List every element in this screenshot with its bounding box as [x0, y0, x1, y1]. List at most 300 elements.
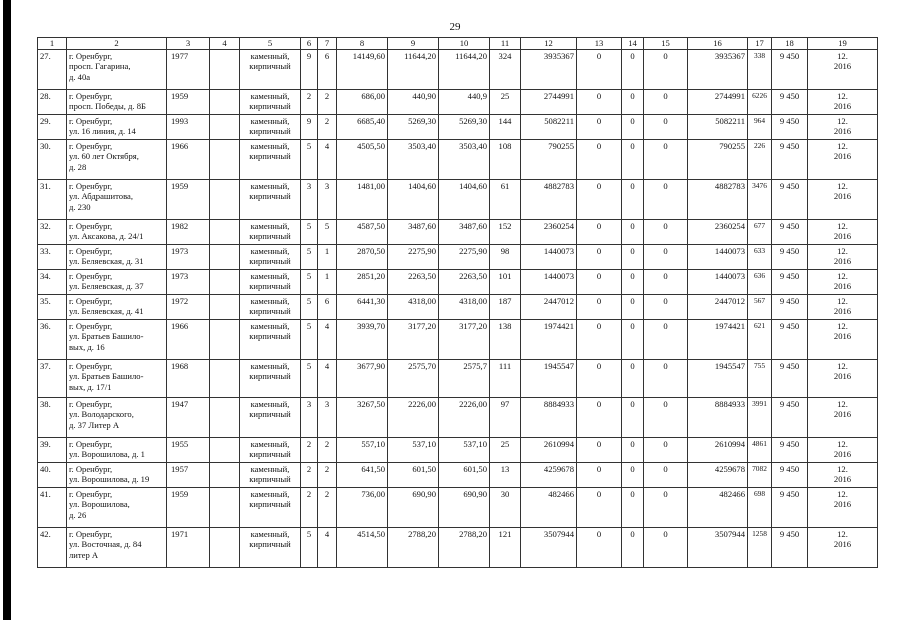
build-year-cell: 1957: [167, 462, 210, 487]
wall-material-cell: каменный, кирпичный: [240, 319, 301, 359]
floors-cell: 9: [301, 114, 318, 139]
planned-date-cell: 12. 2016: [808, 244, 878, 269]
planned-date-cell: 12. 2016: [808, 319, 878, 359]
address-cell: г. Оренбург, ул. 60 лет Октября, д. 28: [67, 139, 167, 179]
build-year-cell: 1993: [167, 114, 210, 139]
residential-area-cell: 5269,30: [388, 114, 439, 139]
living-area-cell: 2263,50: [439, 269, 490, 294]
floors-cell: 3: [301, 179, 318, 219]
col-15-cell: 0: [644, 462, 688, 487]
cost-owner-cell: 3935367: [688, 49, 748, 89]
column-header-11: 11: [490, 38, 521, 50]
col-15-cell: 0: [644, 294, 688, 319]
address-cell: г. Оренбург, ул. Ворошилова, д. 26: [67, 487, 167, 527]
cost-owner-cell: 8884933: [688, 397, 748, 437]
residential-area-cell: 690,90: [388, 487, 439, 527]
build-year-cell: 1973: [167, 244, 210, 269]
page-number: 29: [449, 21, 461, 33]
unit-cost-cell: 6226: [748, 89, 772, 114]
living-area-cell: 4318,00: [439, 294, 490, 319]
address-cell: г. Оренбург, ул. Беляевская, д. 31: [67, 244, 167, 269]
col-15-cell: 0: [644, 49, 688, 89]
binding-edge: [3, 0, 11, 620]
build-year-cell: 1973: [167, 269, 210, 294]
table-row: [38, 397, 878, 437]
residents-cell: 108: [490, 139, 521, 179]
floors-cell: 5: [301, 269, 318, 294]
planned-date-cell: 12. 2016: [808, 397, 878, 437]
total-area-cell: 557,10: [337, 437, 388, 462]
table-row: [38, 219, 878, 244]
max-cost-cell: 9 450: [772, 397, 808, 437]
planned-date-cell: 12. 2016: [808, 294, 878, 319]
total-area-cell: 3939,70: [337, 319, 388, 359]
entrances-cell: 4: [318, 139, 337, 179]
col-15-cell: 0: [644, 319, 688, 359]
cost-owner-cell: 1974421: [688, 319, 748, 359]
col-15-cell: 0: [644, 397, 688, 437]
wall-material-cell: каменный, кирпичный: [240, 294, 301, 319]
unit-cost-cell: 621: [748, 319, 772, 359]
unit-cost-cell: 755: [748, 359, 772, 397]
table-row: [38, 527, 878, 567]
table-row: [38, 319, 878, 359]
address-cell: г. Оренбург, просп. Победы, д. 8Б: [67, 89, 167, 114]
col-14-cell: 0: [622, 219, 644, 244]
max-cost-cell: 9 450: [772, 527, 808, 567]
col-15-cell: 0: [644, 487, 688, 527]
column-header-7: 7: [318, 38, 337, 50]
row-number-cell: 27.: [38, 49, 67, 89]
residents-cell: 25: [490, 437, 521, 462]
build-year-cell: 1971: [167, 527, 210, 567]
address-cell: г. Оренбург, ул. Беляевская, д. 41: [67, 294, 167, 319]
floors-cell: 9: [301, 49, 318, 89]
entrances-cell: 4: [318, 359, 337, 397]
planned-date-cell: 12. 2016: [808, 89, 878, 114]
address-cell: г. Оренбург, ул. Ворошилова, д. 19: [67, 462, 167, 487]
floors-cell: 3: [301, 397, 318, 437]
column-header-17: 17: [748, 38, 772, 50]
residents-cell: 25: [490, 89, 521, 114]
table-row: [38, 462, 878, 487]
total-area-cell: 14149,60: [337, 49, 388, 89]
column-header-3: 3: [167, 38, 210, 50]
residential-area-cell: 2788,20: [388, 527, 439, 567]
floors-cell: 5: [301, 294, 318, 319]
cost-total-cell: 1440073: [521, 269, 577, 294]
row-number-cell: 30.: [38, 139, 67, 179]
cost-owner-cell: 790255: [688, 139, 748, 179]
address-cell: г. Оренбург, ул. Абдрашитова, д. 230: [67, 179, 167, 219]
planned-date-cell: 12. 2016: [808, 139, 878, 179]
unit-cost-cell: 3991: [748, 397, 772, 437]
column-header-12: 12: [521, 38, 577, 50]
col-4-cell: [210, 397, 240, 437]
table-row: [38, 244, 878, 269]
unit-cost-cell: 226: [748, 139, 772, 179]
entrances-cell: 4: [318, 527, 337, 567]
residential-area-cell: 601,50: [388, 462, 439, 487]
col-15-cell: 0: [644, 139, 688, 179]
entrances-cell: 3: [318, 179, 337, 219]
row-number-cell: 42.: [38, 527, 67, 567]
col-13-cell: 0: [577, 319, 622, 359]
column-header-9: 9: [388, 38, 439, 50]
total-area-cell: 3677,90: [337, 359, 388, 397]
cost-total-cell: 1945547: [521, 359, 577, 397]
unit-cost-cell: 964: [748, 114, 772, 139]
column-header-4: 4: [210, 38, 240, 50]
column-header-8: 8: [337, 38, 388, 50]
wall-material-cell: каменный, кирпичный: [240, 139, 301, 179]
entrances-cell: 1: [318, 244, 337, 269]
entrances-cell: 2: [318, 437, 337, 462]
residential-area-cell: 4318,00: [388, 294, 439, 319]
residents-cell: 152: [490, 219, 521, 244]
col-4-cell: [210, 89, 240, 114]
wall-material-cell: каменный, кирпичный: [240, 269, 301, 294]
row-number-cell: 36.: [38, 319, 67, 359]
address-cell: г. Оренбург, ул. Володарского, д. 37 Литер А: [67, 397, 167, 437]
col-15-cell: 0: [644, 114, 688, 139]
max-cost-cell: 9 450: [772, 359, 808, 397]
floors-cell: 5: [301, 359, 318, 397]
unit-cost-cell: 7082: [748, 462, 772, 487]
row-number-cell: 40.: [38, 462, 67, 487]
cost-total-cell: 2360254: [521, 219, 577, 244]
unit-cost-cell: 3476: [748, 179, 772, 219]
column-header-14: 14: [622, 38, 644, 50]
address-cell: г. Оренбург, ул. 16 линия, д. 14: [67, 114, 167, 139]
unit-cost-cell: 636: [748, 269, 772, 294]
floors-cell: 2: [301, 462, 318, 487]
living-area-cell: 601,50: [439, 462, 490, 487]
total-area-cell: 4514,50: [337, 527, 388, 567]
col-4-cell: [210, 294, 240, 319]
col-13-cell: 0: [577, 397, 622, 437]
residents-cell: 138: [490, 319, 521, 359]
wall-material-cell: каменный, кирпичный: [240, 527, 301, 567]
col-15-cell: 0: [644, 219, 688, 244]
floors-cell: 5: [301, 244, 318, 269]
address-cell: г. Оренбург, просп. Гагарина, д. 40а: [67, 49, 167, 89]
row-number-cell: 41.: [38, 487, 67, 527]
col-14-cell: 0: [622, 89, 644, 114]
max-cost-cell: 9 450: [772, 179, 808, 219]
col-15-cell: 0: [644, 437, 688, 462]
col-4-cell: [210, 244, 240, 269]
address-cell: г. Оренбург, ул. Ворошилова, д. 1: [67, 437, 167, 462]
cost-total-cell: 790255: [521, 139, 577, 179]
residents-cell: 30: [490, 487, 521, 527]
living-area-cell: 537,10: [439, 437, 490, 462]
residential-area-cell: 537,10: [388, 437, 439, 462]
residents-cell: 187: [490, 294, 521, 319]
table-body: [38, 49, 878, 567]
cost-total-cell: 4259678: [521, 462, 577, 487]
col-13-cell: 0: [577, 49, 622, 89]
unit-cost-cell: 677: [748, 219, 772, 244]
max-cost-cell: 9 450: [772, 219, 808, 244]
col-15-cell: 0: [644, 359, 688, 397]
address-cell: г. Оренбург, ул. Братьев Башило- вых, д. 17/1: [67, 359, 167, 397]
column-header-10: 10: [439, 38, 490, 50]
planned-date-cell: 12. 2016: [808, 437, 878, 462]
column-header-19: 19: [808, 38, 878, 50]
col-14-cell: 0: [622, 462, 644, 487]
table-row: [38, 269, 878, 294]
max-cost-cell: 9 450: [772, 294, 808, 319]
cost-owner-cell: 2360254: [688, 219, 748, 244]
residential-area-cell: 3487,60: [388, 219, 439, 244]
cost-total-cell: 3507944: [521, 527, 577, 567]
col-15-cell: 0: [644, 89, 688, 114]
col-4-cell: [210, 219, 240, 244]
address-cell: г. Оренбург, ул. Восточная, д. 84 литер А: [67, 527, 167, 567]
residents-cell: 121: [490, 527, 521, 567]
col-14-cell: 0: [622, 437, 644, 462]
wall-material-cell: каменный, кирпичный: [240, 49, 301, 89]
planned-date-cell: 12. 2016: [808, 487, 878, 527]
cost-total-cell: 1974421: [521, 319, 577, 359]
build-year-cell: 1968: [167, 359, 210, 397]
col-13-cell: 0: [577, 219, 622, 244]
col-4-cell: [210, 179, 240, 219]
max-cost-cell: 9 450: [772, 462, 808, 487]
residential-area-cell: 2263,50: [388, 269, 439, 294]
entrances-cell: 4: [318, 319, 337, 359]
column-header-18: 18: [772, 38, 808, 50]
total-area-cell: 3267,50: [337, 397, 388, 437]
col-13-cell: 0: [577, 139, 622, 179]
column-number-header: [38, 38, 878, 50]
living-area-cell: 1404,60: [439, 179, 490, 219]
build-year-cell: 1972: [167, 294, 210, 319]
total-area-cell: 6685,40: [337, 114, 388, 139]
col-4-cell: [210, 527, 240, 567]
floors-cell: 2: [301, 487, 318, 527]
table-row: [38, 114, 878, 139]
planned-date-cell: 12. 2016: [808, 114, 878, 139]
entrances-cell: 2: [318, 89, 337, 114]
wall-material-cell: каменный, кирпичный: [240, 219, 301, 244]
cost-total-cell: 8884933: [521, 397, 577, 437]
col-14-cell: 0: [622, 527, 644, 567]
col-14-cell: 0: [622, 49, 644, 89]
table-row: [38, 49, 878, 89]
max-cost-cell: 9 450: [772, 319, 808, 359]
living-area-cell: 11644,20: [439, 49, 490, 89]
cost-owner-cell: 1440073: [688, 269, 748, 294]
entrances-cell: 6: [318, 49, 337, 89]
housing-register-table: [37, 37, 878, 568]
total-area-cell: 641,50: [337, 462, 388, 487]
table-row: [38, 487, 878, 527]
column-header-5: 5: [240, 38, 301, 50]
col-14-cell: 0: [622, 114, 644, 139]
total-area-cell: 1481,00: [337, 179, 388, 219]
planned-date-cell: 12. 2016: [808, 269, 878, 294]
build-year-cell: 1966: [167, 319, 210, 359]
total-area-cell: 686,00: [337, 89, 388, 114]
residential-area-cell: 3503,40: [388, 139, 439, 179]
entrances-cell: 3: [318, 397, 337, 437]
residents-cell: 61: [490, 179, 521, 219]
cost-owner-cell: 1440073: [688, 244, 748, 269]
entrances-cell: 5: [318, 219, 337, 244]
column-header-13: 13: [577, 38, 622, 50]
entrances-cell: 2: [318, 462, 337, 487]
residential-area-cell: 11644,20: [388, 49, 439, 89]
planned-date-cell: 12. 2016: [808, 179, 878, 219]
col-13-cell: 0: [577, 244, 622, 269]
col-13-cell: 0: [577, 437, 622, 462]
row-number-cell: 29.: [38, 114, 67, 139]
wall-material-cell: каменный, кирпичный: [240, 114, 301, 139]
col-14-cell: 0: [622, 179, 644, 219]
cost-total-cell: 482466: [521, 487, 577, 527]
planned-date-cell: 12. 2016: [808, 49, 878, 89]
col-14-cell: 0: [622, 319, 644, 359]
cost-owner-cell: 2610994: [688, 437, 748, 462]
total-area-cell: 6441,30: [337, 294, 388, 319]
wall-material-cell: каменный, кирпичный: [240, 244, 301, 269]
total-area-cell: 736,00: [337, 487, 388, 527]
residential-area-cell: 2575,70: [388, 359, 439, 397]
unit-cost-cell: 698: [748, 487, 772, 527]
cost-total-cell: 1440073: [521, 244, 577, 269]
living-area-cell: 2575,7: [439, 359, 490, 397]
column-header-6: 6: [301, 38, 318, 50]
total-area-cell: 2851,20: [337, 269, 388, 294]
header-row: [38, 38, 878, 50]
col-13-cell: 0: [577, 359, 622, 397]
col-15-cell: 0: [644, 244, 688, 269]
col-13-cell: 0: [577, 527, 622, 567]
floors-cell: 5: [301, 219, 318, 244]
entrances-cell: 2: [318, 114, 337, 139]
table-row: [38, 437, 878, 462]
col-14-cell: 0: [622, 294, 644, 319]
column-header-15: 15: [644, 38, 688, 50]
entrances-cell: 1: [318, 269, 337, 294]
column-header-16: 16: [688, 38, 748, 50]
col-4-cell: [210, 114, 240, 139]
residential-area-cell: 2275,90: [388, 244, 439, 269]
planned-date-cell: 12. 2016: [808, 462, 878, 487]
row-number-cell: 31.: [38, 179, 67, 219]
col-14-cell: 0: [622, 397, 644, 437]
build-year-cell: 1977: [167, 49, 210, 89]
address-cell: г. Оренбург, ул. Беляевская, д. 37: [67, 269, 167, 294]
living-area-cell: 690,90: [439, 487, 490, 527]
col-14-cell: 0: [622, 359, 644, 397]
wall-material-cell: каменный, кирпичный: [240, 487, 301, 527]
cost-owner-cell: 2744991: [688, 89, 748, 114]
max-cost-cell: 9 450: [772, 244, 808, 269]
cost-owner-cell: 4259678: [688, 462, 748, 487]
col-15-cell: 0: [644, 527, 688, 567]
unit-cost-cell: 4861: [748, 437, 772, 462]
max-cost-cell: 9 450: [772, 89, 808, 114]
total-area-cell: 2870,50: [337, 244, 388, 269]
living-area-cell: 2788,20: [439, 527, 490, 567]
cost-total-cell: 3935367: [521, 49, 577, 89]
col-4-cell: [210, 487, 240, 527]
living-area-cell: 3487,60: [439, 219, 490, 244]
col-13-cell: 0: [577, 269, 622, 294]
cost-owner-cell: 5082211: [688, 114, 748, 139]
cost-total-cell: 4882783: [521, 179, 577, 219]
residents-cell: 98: [490, 244, 521, 269]
table-row: [38, 179, 878, 219]
column-header-2: 2: [67, 38, 167, 50]
wall-material-cell: каменный, кирпичный: [240, 89, 301, 114]
row-number-cell: 35.: [38, 294, 67, 319]
build-year-cell: 1955: [167, 437, 210, 462]
col-4-cell: [210, 437, 240, 462]
total-area-cell: 4505,50: [337, 139, 388, 179]
floors-cell: 2: [301, 437, 318, 462]
unit-cost-cell: 338: [748, 49, 772, 89]
planned-date-cell: 12. 2016: [808, 359, 878, 397]
address-cell: г. Оренбург, ул. Аксакова, д. 24/1: [67, 219, 167, 244]
col-13-cell: 0: [577, 179, 622, 219]
row-number-cell: 39.: [38, 437, 67, 462]
residential-area-cell: 440,90: [388, 89, 439, 114]
residents-cell: 101: [490, 269, 521, 294]
cost-owner-cell: 482466: [688, 487, 748, 527]
col-13-cell: 0: [577, 114, 622, 139]
entrances-cell: 2: [318, 487, 337, 527]
cost-owner-cell: 2447012: [688, 294, 748, 319]
row-number-cell: 37.: [38, 359, 67, 397]
living-area-cell: 3503,40: [439, 139, 490, 179]
residents-cell: 324: [490, 49, 521, 89]
residential-area-cell: 1404,60: [388, 179, 439, 219]
build-year-cell: 1947: [167, 397, 210, 437]
living-area-cell: 3177,20: [439, 319, 490, 359]
col-14-cell: 0: [622, 139, 644, 179]
col-4-cell: [210, 319, 240, 359]
planned-date-cell: 12. 2016: [808, 527, 878, 567]
col-4-cell: [210, 359, 240, 397]
wall-material-cell: каменный, кирпичный: [240, 462, 301, 487]
build-year-cell: 1959: [167, 179, 210, 219]
column-header-1: 1: [38, 38, 67, 50]
cost-owner-cell: 3507944: [688, 527, 748, 567]
row-number-cell: 34.: [38, 269, 67, 294]
unit-cost-cell: 567: [748, 294, 772, 319]
table-row: [38, 89, 878, 114]
table-row: [38, 359, 878, 397]
build-year-cell: 1982: [167, 219, 210, 244]
max-cost-cell: 9 450: [772, 49, 808, 89]
build-year-cell: 1959: [167, 487, 210, 527]
residents-cell: 97: [490, 397, 521, 437]
row-number-cell: 38.: [38, 397, 67, 437]
col-13-cell: 0: [577, 462, 622, 487]
col-14-cell: 0: [622, 269, 644, 294]
max-cost-cell: 9 450: [772, 269, 808, 294]
cost-owner-cell: 1945547: [688, 359, 748, 397]
residents-cell: 144: [490, 114, 521, 139]
floors-cell: 2: [301, 89, 318, 114]
wall-material-cell: каменный, кирпичный: [240, 359, 301, 397]
row-number-cell: 32.: [38, 219, 67, 244]
col-15-cell: 0: [644, 269, 688, 294]
